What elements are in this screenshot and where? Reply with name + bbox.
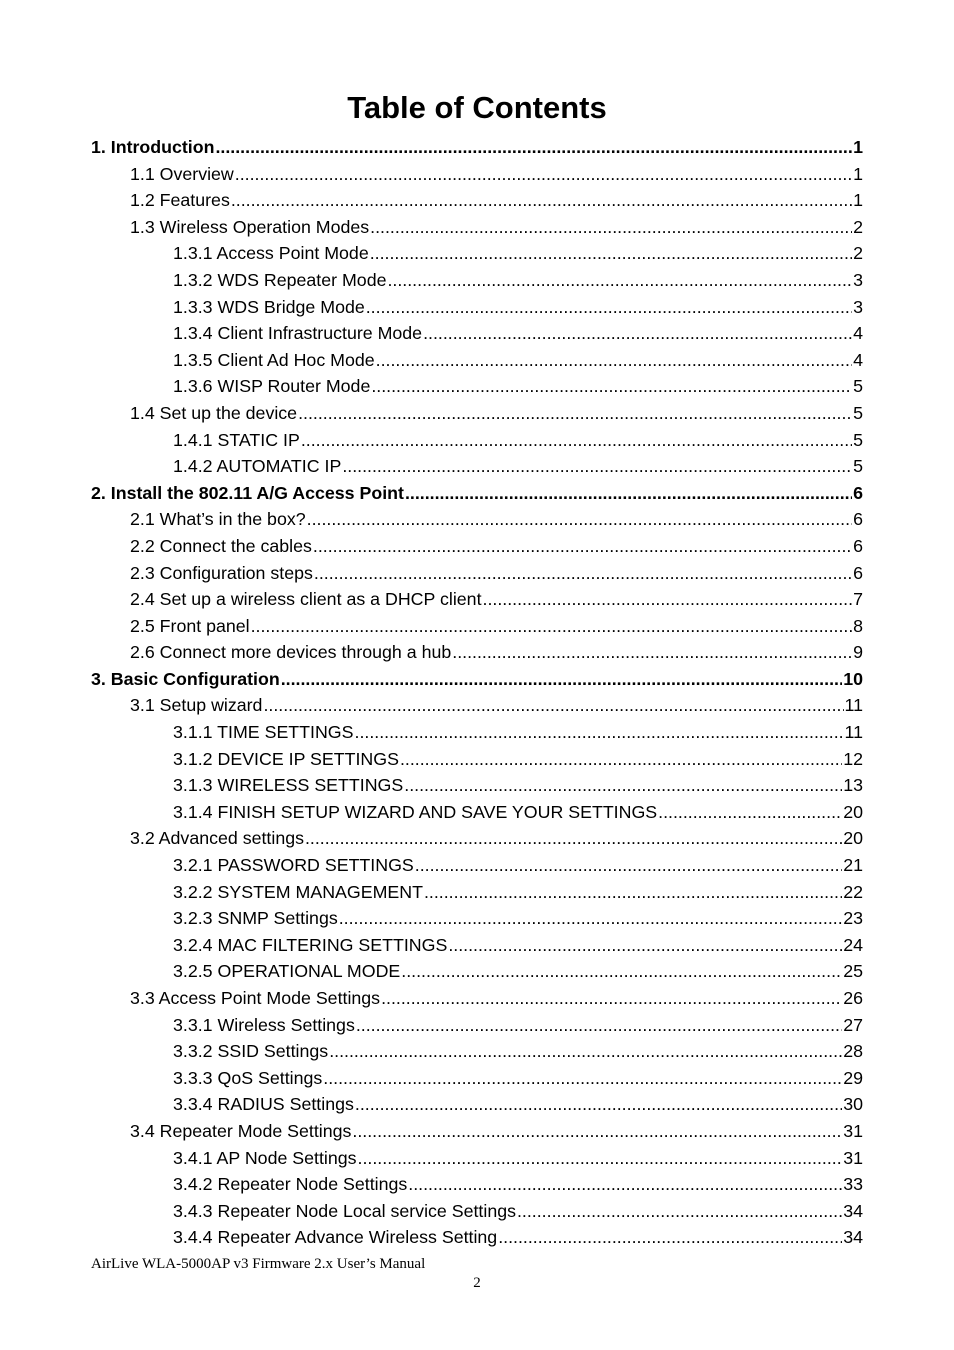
toc-entry-page-number: 31 [843, 1147, 863, 1168]
toc-entry[interactable] [0, 1091, 954, 1118]
toc-dot-leader [371, 373, 852, 400]
toc-entry-label: 3.3.2 SSID Settings [173, 1041, 329, 1062]
toc-entry-page-number: 23 [843, 908, 863, 929]
toc-entry-label: 3.2.2 SYSTEM MANAGEMENT [173, 881, 423, 902]
toc-dot-leader [301, 427, 852, 454]
toc-dot-leader [314, 560, 852, 587]
toc-entry-page-number: 22 [843, 881, 863, 902]
toc-entry-label: 3.1.2 DEVICE IP SETTINGS [173, 748, 399, 769]
toc-dot-leader [305, 825, 842, 852]
toc-entry-page-number: 11 [844, 722, 863, 743]
toc-entry[interactable] [0, 533, 954, 560]
toc-entry[interactable] [0, 560, 954, 587]
toc-entry-label: 3.1.4 FINISH SETUP WIZARD AND SAVE YOUR SETTINGS [173, 801, 658, 822]
toc-entry-page-number: 4 [853, 349, 863, 370]
toc-entry-label: 1. Introduction [91, 137, 215, 157]
toc-entry-page-number: 34 [843, 1200, 863, 1221]
toc-dot-leader [404, 772, 842, 799]
toc-dot-leader [358, 1145, 843, 1172]
toc-entry[interactable] [0, 427, 954, 454]
toc-entry[interactable] [0, 772, 954, 799]
toc-dot-leader [483, 586, 853, 613]
toc-entry[interactable] [0, 958, 954, 985]
toc-entry-page-number: 31 [843, 1120, 863, 1141]
toc-entry-label: 1.3.2 WDS Repeater Mode [173, 269, 387, 290]
toc-entry-label: 1.4 Set up the device [130, 402, 298, 423]
toc-entry-label: 1.4.1 STATIC IP [173, 429, 300, 450]
toc-entry[interactable] [0, 267, 954, 294]
toc-entry[interactable] [0, 1038, 954, 1065]
toc-entry-label: 2.3 Configuration steps [130, 562, 313, 583]
toc-entry[interactable] [0, 506, 954, 533]
toc-entry[interactable] [0, 799, 954, 826]
toc-entry-label: 3.4.2 Repeater Node Settings [173, 1174, 408, 1195]
toc-entry[interactable] [0, 1012, 954, 1039]
toc-dot-leader [313, 533, 852, 560]
toc-entry[interactable] [0, 134, 954, 161]
toc-entry[interactable] [0, 852, 954, 879]
toc-entry-label: 1.1 Overview [130, 163, 234, 184]
toc-entry-label: 1.3 Wireless Operation Modes [130, 216, 370, 237]
toc-entry-label: 3.1 Setup wizard [130, 695, 263, 716]
page-title: Table of Contents [347, 90, 607, 125]
toc-entry-page-number: 2 [853, 216, 863, 237]
toc-entry-page-number: 5 [853, 402, 863, 423]
toc-dot-leader [329, 1038, 842, 1065]
toc-entry-page-number: 25 [843, 961, 863, 982]
toc-dot-leader [423, 320, 852, 347]
toc-dot-leader [405, 480, 852, 507]
toc-dot-leader [215, 134, 852, 161]
toc-entry-page-number: 20 [843, 828, 863, 849]
toc-dot-leader [517, 1198, 842, 1225]
toc-entry[interactable] [0, 1171, 954, 1198]
toc-entry-page-number: 29 [843, 1067, 863, 1088]
toc-dot-leader [281, 666, 843, 693]
toc-entry-label: 3.4.4 Repeater Advance Wireless Setting [173, 1227, 498, 1248]
toc-entry-page-number: 1 [853, 163, 863, 184]
toc-dot-leader [415, 852, 842, 879]
toc-dot-leader [339, 905, 842, 932]
toc-entry-label: 3.4.3 Repeater Node Local service Settings [173, 1200, 516, 1221]
toc-dot-leader [323, 1065, 842, 1092]
toc-entry[interactable] [0, 1065, 954, 1092]
toc-entry[interactable] [0, 692, 954, 719]
toc-entry-page-number: 1 [853, 190, 863, 211]
table-of-contents [0, 134, 954, 1251]
toc-dot-leader [424, 879, 842, 906]
toc-entry-label: 1.3.3 WDS Bridge Mode [173, 296, 365, 317]
toc-dot-leader [352, 1118, 842, 1145]
toc-dot-leader [263, 692, 843, 719]
toc-entry-page-number: 6 [853, 509, 863, 530]
toc-entry-label: 2.5 Front panel [130, 615, 250, 636]
toc-dot-leader [376, 347, 852, 374]
toc-dot-leader [401, 958, 842, 985]
toc-entry-page-number: 27 [843, 1014, 863, 1035]
toc-entry-page-number: 26 [843, 988, 863, 1008]
toc-dot-leader [298, 400, 852, 427]
toc-entry-label: 2.6 Connect more devices through a hub [130, 642, 452, 663]
toc-entry[interactable] [0, 586, 954, 613]
toc-entry[interactable] [0, 161, 954, 188]
toc-entry-label: 3.2.4 MAC FILTERING SETTINGS [173, 934, 448, 955]
toc-entry-page-number: 11 [844, 695, 863, 716]
toc-entry-label: 3.4 Repeater Mode Settings [130, 1120, 352, 1141]
toc-entry-page-number: 7 [853, 589, 863, 610]
toc-entry-page-number: 24 [843, 934, 863, 955]
toc-dot-leader [231, 187, 852, 214]
toc-entry-label: 3.2 Advanced settings [130, 828, 304, 849]
toc-entry-label: 1.3.5 Client Ad Hoc Mode [173, 349, 375, 370]
toc-dot-leader [355, 1091, 842, 1118]
toc-entry-page-number: 5 [853, 429, 863, 450]
toc-entry-label: 3.1.1 TIME SETTINGS [173, 722, 354, 743]
toc-entry[interactable] [0, 932, 954, 959]
toc-entry-page-number: 33 [843, 1174, 863, 1195]
toc-entry-label: 1.4.2 AUTOMATIC IP [173, 456, 342, 477]
toc-entry-label: 3.2.3 SNMP Settings [173, 908, 338, 929]
toc-entry[interactable] [0, 373, 954, 400]
toc-dot-leader [370, 214, 852, 241]
toc-entry-label: 1.2 Features [130, 190, 230, 211]
toc-entry-page-number: 9 [853, 642, 863, 663]
toc-entry-label: 1.3.6 WISP Router Mode [173, 376, 371, 397]
toc-dot-leader [355, 719, 844, 746]
toc-entry-label: 3.3.3 QoS Settings [173, 1067, 323, 1088]
footer-manual-title: AirLive WLA-5000AP v3 Firmware 2.x User’s Manual [91, 1256, 426, 1272]
toc-entry-label: 1.3.1 Access Point Mode [173, 243, 369, 264]
toc-entry-page-number: 8 [853, 615, 863, 636]
toc-entry-page-number: 6 [853, 482, 863, 503]
toc-entry[interactable] [0, 187, 954, 214]
toc-entry[interactable] [0, 453, 954, 480]
toc-entry[interactable] [0, 825, 954, 852]
toc-entry-page-number: 12 [843, 748, 863, 769]
toc-entry-label: 3.3.1 Wireless Settings [173, 1014, 355, 1035]
toc-entry-page-number: 34 [843, 1227, 863, 1248]
toc-entry-page-number: 5 [853, 376, 863, 397]
toc-entry-page-number: 2 [853, 243, 863, 264]
toc-entry-label: 3.2.1 PASSWORD SETTINGS [173, 855, 414, 876]
toc-entry-label: 2.4 Set up a wireless client as a DHCP client [130, 589, 482, 610]
toc-dot-leader [381, 985, 842, 1012]
toc-entry[interactable] [0, 746, 954, 773]
toc-entry-page-number: 21 [843, 855, 863, 876]
toc-dot-leader [658, 799, 842, 826]
toc-entry[interactable] [0, 1198, 954, 1225]
toc-entry[interactable] [0, 666, 954, 693]
toc-entry[interactable] [0, 1224, 954, 1251]
toc-dot-leader [366, 294, 852, 321]
toc-entry-page-number: 1 [853, 137, 863, 157]
toc-entry-label: 2.1 What’s in the box? [130, 509, 306, 530]
toc-entry-label: 3. Basic Configuration [91, 668, 280, 689]
toc-entry-page-number: 3 [853, 269, 863, 290]
toc-entry[interactable] [0, 985, 954, 1012]
toc-entry-page-number: 3 [853, 296, 863, 317]
toc-dot-leader [235, 161, 852, 188]
toc-dot-leader [448, 932, 842, 959]
toc-dot-leader [370, 240, 852, 267]
toc-entry-label: 2. Install the 802.11 A/G Access Point [91, 482, 404, 503]
toc-entry[interactable] [0, 240, 954, 267]
toc-entry[interactable] [0, 1118, 954, 1145]
toc-entry[interactable] [0, 905, 954, 932]
toc-entry[interactable] [0, 214, 954, 241]
toc-dot-leader [356, 1012, 842, 1039]
toc-entry[interactable] [0, 320, 954, 347]
toc-entry-label: 2.2 Connect the cables [130, 535, 312, 556]
toc-entry-page-number: 30 [843, 1094, 863, 1115]
toc-entry[interactable] [0, 719, 954, 746]
toc-dot-leader [452, 639, 852, 666]
toc-entry[interactable] [0, 1145, 954, 1172]
toc-entry[interactable] [0, 347, 954, 374]
page-number: 2 [473, 1275, 481, 1291]
toc-dot-leader [251, 613, 853, 640]
toc-entry[interactable] [0, 879, 954, 906]
toc-dot-leader [342, 453, 852, 480]
toc-entry-label: 3.3 Access Point Mode Settings [130, 988, 381, 1008]
toc-entry-page-number: 10 [843, 668, 863, 689]
toc-entry-label: 3.3.4 RADIUS Settings [173, 1094, 354, 1115]
toc-entry-label: 1.3.4 Client Infrastructure Mode [173, 323, 423, 344]
toc-entry-label: 3.2.5 OPERATIONAL MODE [173, 961, 401, 982]
toc-entry-page-number: 6 [853, 562, 863, 583]
toc-entry[interactable] [0, 400, 954, 427]
toc-entry[interactable] [0, 480, 954, 507]
toc-entry-page-number: 5 [853, 456, 863, 477]
toc-entry[interactable] [0, 639, 954, 666]
toc-entry-page-number: 28 [843, 1041, 863, 1062]
toc-entry-label: 3.4.1 AP Node Settings [173, 1147, 357, 1168]
toc-entry[interactable] [0, 294, 954, 321]
toc-dot-leader [498, 1224, 842, 1251]
toc-entry-page-number: 20 [843, 801, 863, 822]
toc-entry[interactable] [0, 613, 954, 640]
toc-dot-leader [400, 746, 842, 773]
toc-entry-page-number: 6 [853, 535, 863, 556]
toc-entry-page-number: 13 [843, 775, 863, 796]
toc-dot-leader [307, 506, 852, 533]
toc-entry-page-number: 4 [853, 323, 863, 344]
toc-entry-label: 3.1.3 WIRELESS SETTINGS [173, 775, 404, 796]
toc-dot-leader [408, 1171, 842, 1198]
toc-dot-leader [387, 267, 852, 294]
